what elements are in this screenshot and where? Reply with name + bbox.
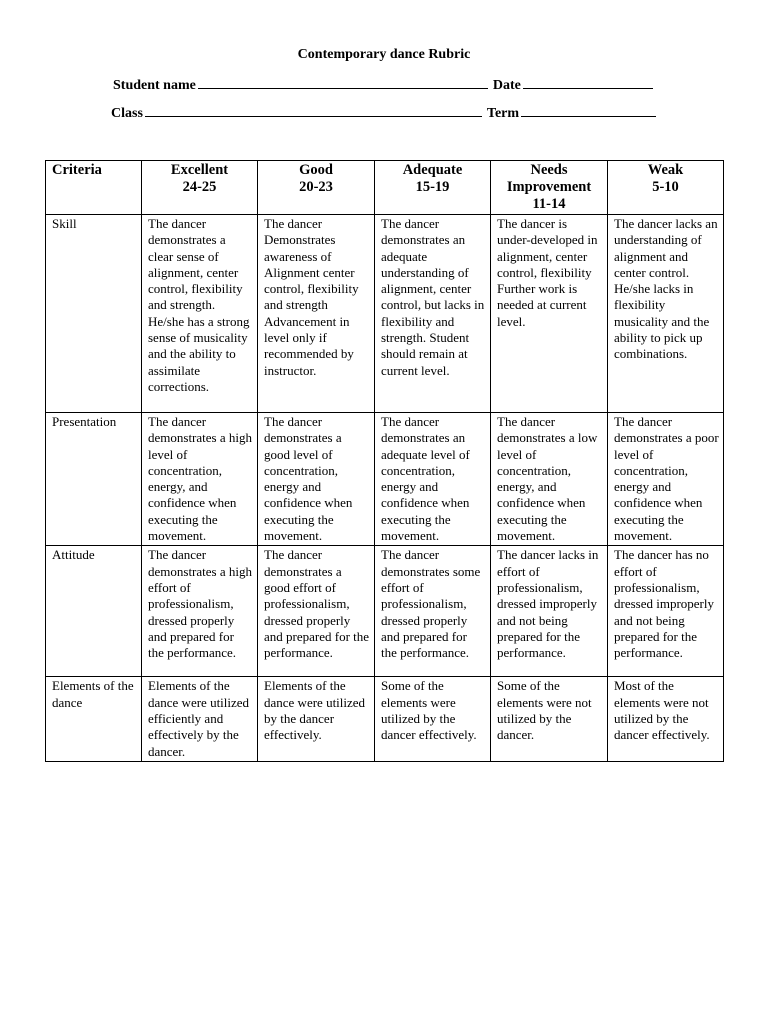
rubric-cell: Most of the elements were not utilized by the dancer effectively. — [608, 677, 724, 761]
header-range: 24-25 — [182, 179, 217, 195]
rubric-cell: The dancer demonstrates a high level of concentration, energy, and confidence when executing the movement. — [142, 413, 258, 546]
header-weak — [608, 161, 724, 215]
rubric-cell: The dancer has no effort of professionalism, dressed improperly and not being prepared for the performance. — [608, 546, 724, 677]
criterion-cell: Presentation — [46, 413, 142, 546]
table-row-presentation — [46, 413, 724, 546]
term-field[interactable] — [521, 104, 656, 117]
class-field[interactable] — [145, 104, 482, 117]
table-row-elements — [46, 677, 724, 761]
rubric-title: Contemporary dance Rubric — [297, 47, 471, 62]
rubric-cell: The dancer demonstrates a high effort of professionalism, dressed properly and prepared for the performance. — [142, 546, 258, 677]
table-row-skill — [46, 215, 724, 413]
term-label: Term — [486, 106, 520, 121]
date-field[interactable] — [523, 76, 653, 89]
rubric-cell: The dancer demonstrates a good level of concentration, energy and confidence when executing the movement. — [258, 413, 375, 546]
rubric-cell: The dancer lacks in effort of professionalism, dressed improperly and not being prepared for the performance. — [491, 546, 608, 677]
header-name: Criteria — [52, 162, 102, 178]
class-label: Class — [111, 106, 143, 121]
header-name: Excellent — [170, 162, 229, 178]
student-name-label: Student name — [113, 78, 196, 93]
rubric-cell: Elements of the dance were utilized by the dancer effectively. — [258, 677, 375, 761]
header-good — [258, 161, 375, 215]
rubric-cell: Elements of the dance were utilized efficiently and effectively by the dancer. — [142, 677, 258, 761]
rubric-cell: The dancer demonstrates an adequate level of concentration, energy and confidence when executing the movement. — [375, 413, 491, 546]
rubric-cell: The dancer is under-developed in alignment, center control, flexibility Further work is needed at current level. — [491, 215, 608, 413]
criterion-cell: Skill — [46, 215, 142, 413]
rubric-cell: Some of the elements were utilized by the dancer effectively. — [375, 677, 491, 761]
header-name: Good — [299, 162, 333, 178]
table-header-row — [46, 161, 724, 215]
header-name: Adequate — [402, 162, 463, 178]
criterion-cell: Elements of the dance — [46, 677, 142, 761]
rubric-cell: The dancer lacks an understanding of alignment and center control. He/she lacks in flexibility musicality and the ability to pick up combinations. — [608, 215, 724, 413]
header-needs-improvement — [491, 161, 608, 215]
header-adequate — [375, 161, 491, 215]
rubric-cell: Some of the elements were not utilized by the dancer. — [491, 677, 608, 761]
rubric-table — [45, 160, 724, 762]
table-row-attitude — [46, 546, 724, 677]
header-name: Needs Improvement — [506, 162, 592, 195]
rubric-cell: The dancer demonstrates some effort of professionalism, dressed properly and prepared for the performance. — [375, 546, 491, 677]
header-range: 15-19 — [415, 179, 450, 195]
header-criteria — [46, 161, 142, 215]
rubric-cell: The dancer demonstrates a poor level of concentration, energy and confidence when executing the movement. — [608, 413, 724, 546]
header-range: 5-10 — [652, 179, 679, 195]
header-name: Weak — [647, 162, 684, 178]
criterion-cell: Attitude — [46, 546, 142, 677]
rubric-cell: The dancer demonstrates a low level of concentration, energy, and confidence when executing the movement. — [491, 413, 608, 546]
rubric-cell: The dancer demonstrates a good effort of professionalism, dressed properly and prepared for the performance. — [258, 546, 375, 677]
header-excellent — [142, 161, 258, 215]
rubric-cell: The dancer Demonstrates awareness of Alignment center control, flexibility and strength Advancement in level only if recommended by instructor. — [258, 215, 375, 413]
header-range: 20-23 — [299, 179, 333, 195]
rubric-cell: The dancer demonstrates a clear sense of alignment, center control, flexibility and strength. He/she has a strong sense of musicality and the ability to assimilate corrections. — [142, 215, 258, 413]
date-label: Date — [492, 78, 521, 93]
header-range: 11-14 — [532, 196, 566, 212]
rubric-cell: The dancer demonstrates an adequate understanding of alignment, center control, but lacks in flexibility and strength. Student should remain at current level. — [375, 215, 491, 413]
student-name-field[interactable] — [198, 76, 488, 89]
class-term-row — [111, 104, 661, 122]
student-date-row — [113, 76, 658, 94]
